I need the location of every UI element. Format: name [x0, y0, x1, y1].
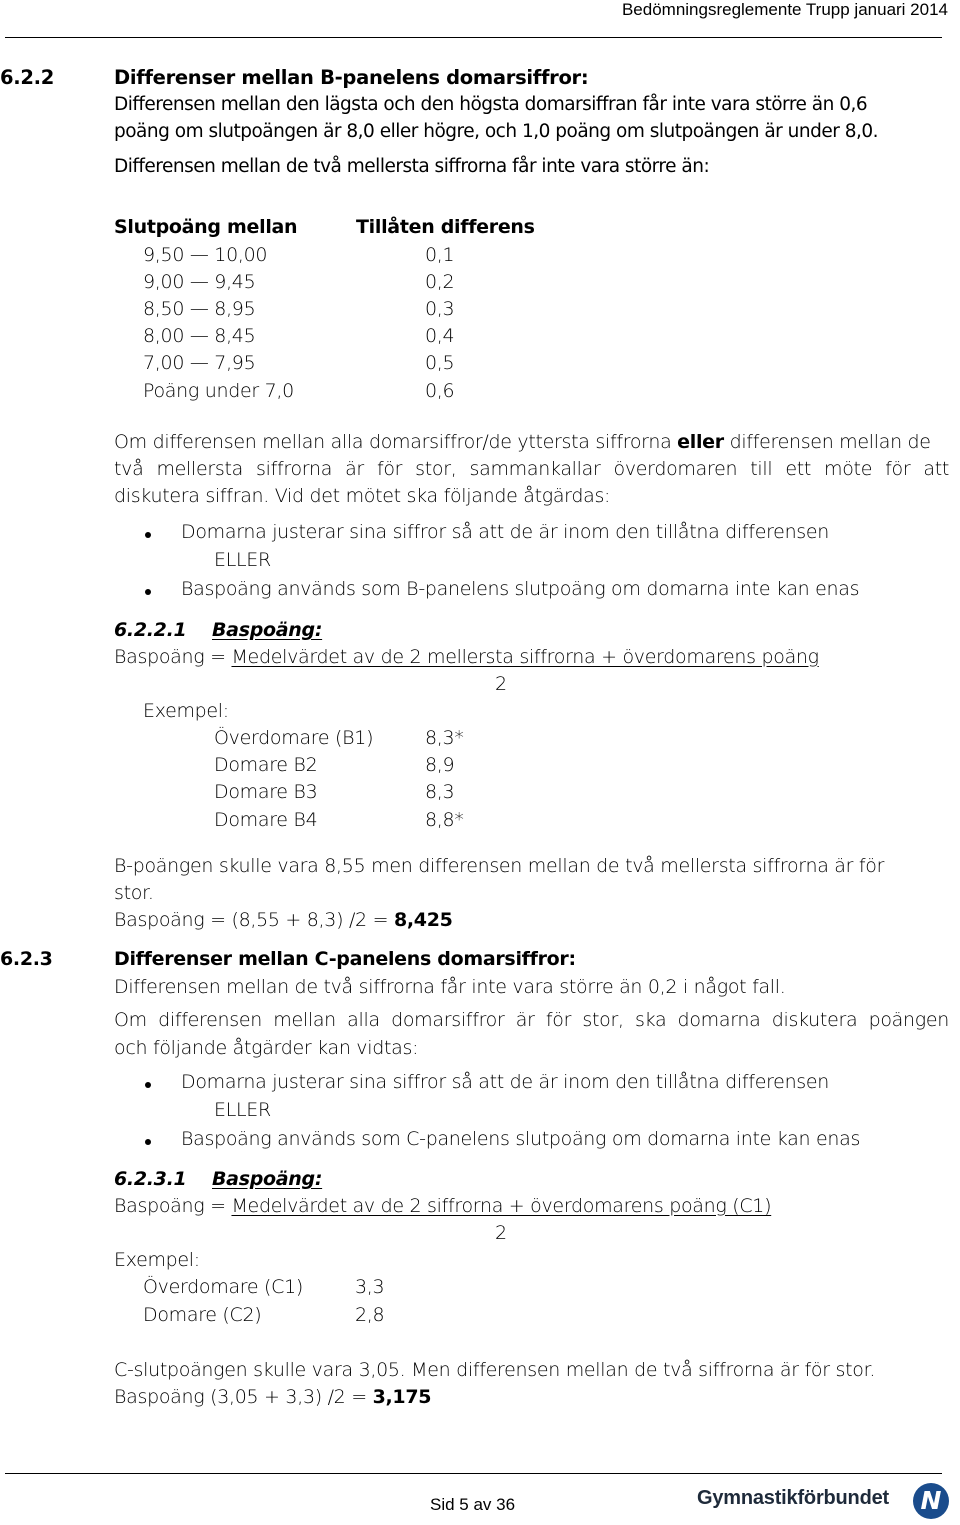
body-line: C-slutpoängen skulle vara 3,05. Men differensen mellan de två siffrorna är för stor. [114, 1359, 876, 1381]
bullet-text: Domarna justerar sina siffror så att de är inom den tillåtna differensen [181, 1071, 830, 1093]
body-line: två mellersta siffrorna är för stor, sammankallar överdomaren till ett möte för att [114, 458, 949, 480]
logo-mark: N [913, 1483, 949, 1519]
body-line: Differensen mellan de två siffrorna får inte vara större än 0,2 i något fall. [114, 976, 786, 998]
body-line: stor. [114, 882, 154, 904]
subsection-number: 6.2.2.1 [114, 619, 187, 641]
bullet-text: Domarna justerar sina siffror så att de är inom den tillåtna differensen [181, 521, 830, 543]
text-span: differensen mellan de [723, 431, 931, 453]
table-cell-diff: 0,6 [425, 380, 455, 402]
example-judge: Överdomare (C1) [143, 1276, 304, 1298]
table-cell-range: 9,50 — 10,00 [143, 244, 268, 266]
bullet-icon [145, 532, 151, 538]
example-score: 8,3* [425, 727, 464, 749]
section-number: 6.2.2 [0, 66, 55, 89]
section-heading: Differenser mellan B-panelens domarsiffror: [114, 66, 589, 89]
calc-result: 8,425 [393, 909, 453, 931]
text-span: diskutera siffran. [114, 485, 270, 507]
table-cell-range: Poäng under 7,0 [143, 380, 294, 402]
table-cell-range: 9,00 — 9,45 [143, 271, 256, 293]
emphasis-eller: eller [677, 431, 724, 453]
bullet-icon [145, 1082, 151, 1088]
table-cell-diff: 0,5 [425, 352, 455, 374]
example-judge: Domare B2 [214, 754, 318, 776]
or-label: ELLER [214, 1099, 271, 1121]
body-line: Differensen mellan de två mellersta siffrorna får inte vara större än: [114, 156, 710, 177]
page-header-title: Bedömningsreglemente Trupp januari 2014 [621, 0, 948, 19]
page-number: Sid 5 av 36 [430, 1495, 516, 1514]
calc-result: 3,175 [372, 1386, 432, 1408]
body-line: Differensen mellan den lägsta och den högsta domarsiffran får inte vara större än 0,6 [114, 94, 868, 115]
header-rule [5, 37, 942, 38]
calculation [114, 909, 453, 931]
calc-prefix: Baspoäng = (8,55 + 8,3) /2 = [114, 909, 394, 931]
example-judge: Domare B4 [214, 809, 318, 831]
table-cell-diff: 0,2 [425, 271, 455, 293]
table-cell-diff: 0,3 [425, 298, 455, 320]
section-heading: Differenser mellan C-panelens domarsiffror: [114, 948, 576, 970]
formula-left: Baspoäng = [114, 1195, 232, 1217]
example-score: 8,8* [425, 809, 464, 831]
bullet-icon [145, 1139, 151, 1145]
or-label: ELLER [214, 549, 271, 571]
body-line: Om differensen mellan alla domarsiffror är för stor, ska domarna diskutera poängen [114, 1009, 949, 1031]
example-score: 8,3 [425, 781, 455, 803]
table-cell-range: 7,00 — 7,95 [143, 352, 256, 374]
table-cell-diff: 0,4 [425, 325, 455, 347]
table-header-range: Slutpoäng mellan [114, 216, 298, 238]
example-label: Exempel: [143, 700, 229, 722]
bullet-text: Baspoäng används som B-panelens slutpoäng om domarna inte kan enas [181, 578, 860, 600]
table-cell-range: 8,00 — 8,45 [143, 325, 256, 347]
formula-denominator: 2 [495, 1222, 507, 1244]
footer-rule [5, 1473, 942, 1474]
body-line [114, 485, 610, 507]
table-cell-diff: 0,1 [425, 244, 455, 266]
bullet-text: Baspoäng används som C-panelens slutpoäng om domarna inte kan enas [181, 1128, 861, 1150]
table-cell-range: 8,50 — 8,95 [143, 298, 256, 320]
example-judge: Domare (C2) [143, 1304, 262, 1326]
text-span: Vid det mötet ska följande åtgärdas: [269, 485, 611, 507]
example-label: Exempel: [114, 1249, 200, 1271]
subsection-heading: Baspoäng: [212, 619, 323, 641]
formula [114, 1195, 771, 1217]
calc-prefix: Baspoäng (3,05 + 3,3) /2 = [114, 1386, 373, 1408]
example-score: 2,8 [355, 1304, 385, 1326]
formula-numerator: Medelvärdet av de 2 mellersta siffrorna + överdomarens poäng [231, 646, 819, 668]
table-header-diff: Tillåten differens [356, 216, 535, 238]
bullet-icon [145, 589, 151, 595]
section-number: 6.2.3 [0, 948, 53, 970]
calculation [114, 1386, 431, 1408]
body-line [114, 431, 931, 453]
example-judge: Överdomare (B1) [214, 727, 374, 749]
body-line: poäng om slutpoängen är 8,0 eller högre, och 1,0 poäng om slutpoängen är under 8,0. [114, 121, 879, 142]
formula-denominator: 2 [495, 673, 507, 695]
text-span: Om differensen mellan alla domarsiffror/de yttersta siffrorna [114, 431, 678, 453]
subsection-number: 6.2.3.1 [114, 1168, 187, 1190]
formula [114, 646, 819, 668]
formula-numerator: Medelvärdet av de 2 siffrorna + överdomarens poäng (C1) [231, 1195, 772, 1217]
body-line: och följande åtgärder kan vidtas: [114, 1037, 419, 1059]
example-score: 8,9 [425, 754, 455, 776]
logo-text: Gymnastikförbundet [697, 1487, 889, 1509]
formula-left: Baspoäng = [114, 646, 232, 668]
example-judge: Domare B3 [214, 781, 318, 803]
subsection-heading: Baspoäng: [212, 1168, 323, 1190]
example-score: 3,3 [355, 1276, 385, 1298]
body-line: B-poängen skulle vara 8,55 men differensen mellan de två mellersta siffrorna är för [114, 855, 885, 877]
